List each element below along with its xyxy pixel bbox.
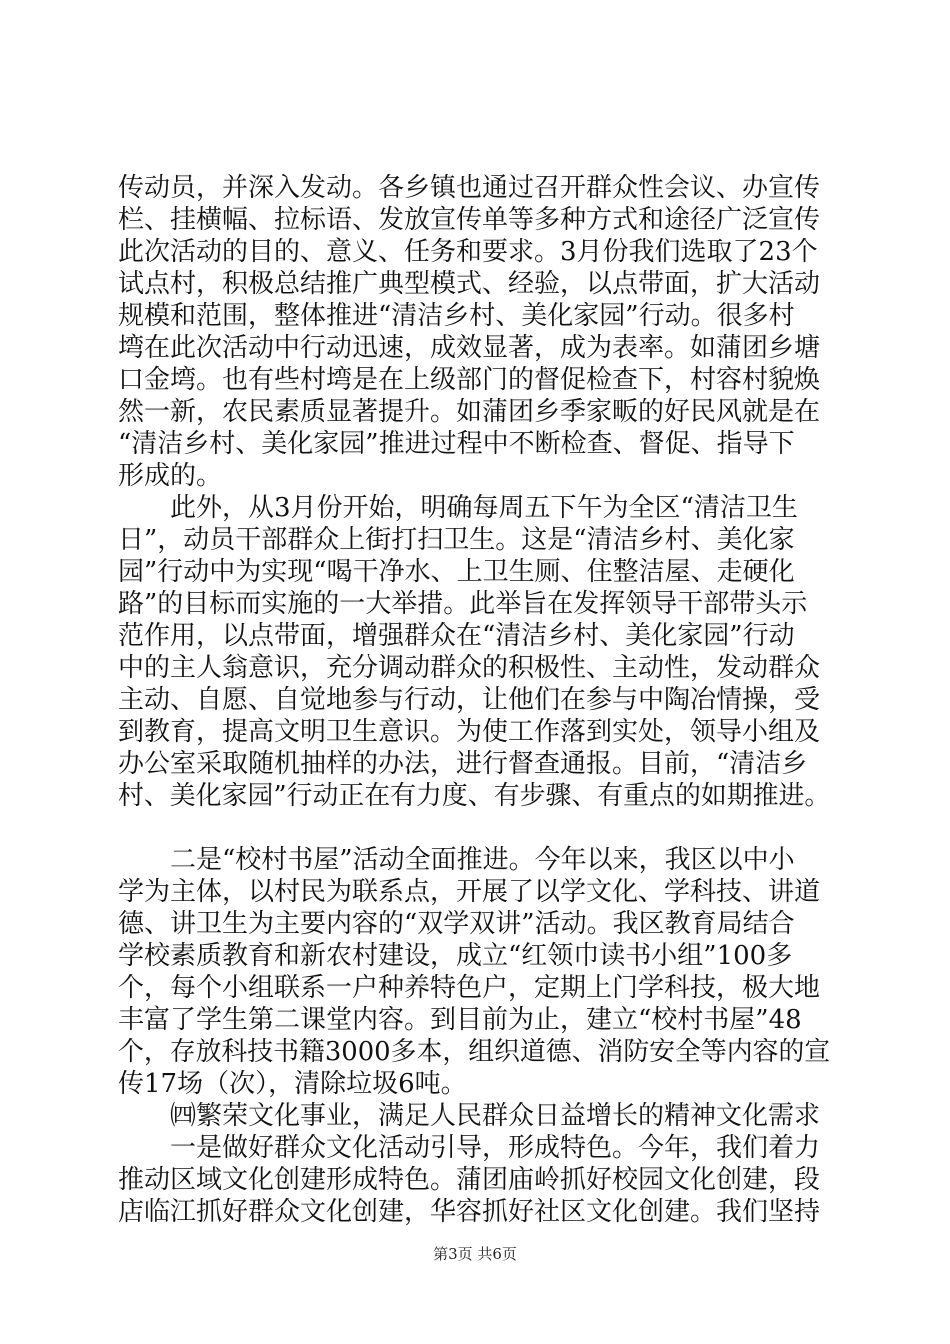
text-line: 日”，动员干部群众上街打扫卫生。这是“清洁乡村、美化家 <box>118 525 795 555</box>
page-number-footer: 第3页 共6页 <box>433 1245 517 1263</box>
text-line: 传17场（次），清除垃圾6吨。 <box>118 1069 467 1099</box>
text-line: “清洁乡村、美化家园”推进过程中不断检查、督促、指导下 <box>118 429 795 459</box>
section-heading: ㈣繁荣文化事业，满足人民群众日益增长的精神文化需求 <box>118 1101 821 1131</box>
text-line: 口金塆。也有些村塆是在上级部门的督促检查下，村容村貌焕 <box>118 365 821 395</box>
text-line: 规模和范围，整体推进“清洁乡村、美化家园”行动。很多村 <box>118 301 795 331</box>
text-line: 形成的。 <box>118 461 223 491</box>
text-line: 学为主体，以村民为联系点，开展了以学文化、学科技、讲道 <box>118 877 821 907</box>
text-line: 个，每个小组联系一户种养特色户，定期上门学科技，极大地 <box>118 973 821 1003</box>
text-line: 办公室采取随机抽样的办法，进行督查通报。目前，“清洁乡 <box>118 749 808 779</box>
text-line: 村、美化家园”行动正在有力度、有步骤、有重点的如期推进。 <box>118 781 831 811</box>
text-line: 丰富了学生第二课堂内容。到目前为止，建立“校村书屋”48 <box>118 1005 802 1035</box>
text-line: 一是做好群众文化活动引导，形成特色。今年，我们着力 <box>118 1133 821 1163</box>
text-line: 二是“校村书屋”活动全面推进。今年以来，我区以中小 <box>118 845 795 875</box>
text-line: 范作用，以点带面，增强群众在“清洁乡村、美化家园”行动 <box>118 621 795 651</box>
text-line: 推动区域文化创建形成特色。蒲团庙岭抓好校园文化创建，段 <box>118 1165 821 1195</box>
text-line: 试点村，积极总结推广典型模式、经验，以点带面，扩大活动 <box>118 269 821 299</box>
text-line: 主动、自愿、自觉地参与行动，让他们在参与中陶冶情操，受 <box>118 685 821 715</box>
text-line: 塆在此次活动中行动迅速，成效显著，成为表率。如蒲团乡塘 <box>118 333 821 363</box>
text-line: 德、讲卫生为主要内容的“双学双讲”活动。我区教育局结合 <box>118 909 795 939</box>
text-line: 路”的目标而实施的一大举措。此举旨在发挥领导干部带头示 <box>118 589 808 619</box>
text-line: 中的主人翁意识，充分调动群众的积极性、主动性，发动群众 <box>118 653 821 683</box>
text-line: 此次活动的目的、意义、任务和要求。3月份我们选取了23个 <box>118 237 818 267</box>
text-line: 然一新，农民素质显著提升。如蒲团乡季家畈的好民风就是在 <box>118 397 821 427</box>
text-line: 店临江抓好群众文化创建，华容抓好社区文化创建。我们坚持 <box>118 1197 821 1227</box>
text-line: 个，存放科技书籍3000多本，组织道德、消防安全等内容的宣 <box>118 1037 831 1067</box>
text-line: 传动员，并深入发动。各乡镇也通过召开群众性会议、办宣传 <box>118 173 821 203</box>
text-line: 学校素质教育和新农村建设，成立“红领巾读书小组”100多 <box>118 941 793 971</box>
text-line: 栏、挂横幅、拉标语、发放宣传单等多种方式和途径广泛宣传 <box>118 205 821 235</box>
text-line: 到教育，提高文明卫生意识。为使工作落到实处，领导小组及 <box>118 717 821 747</box>
paragraph-gap <box>118 812 830 844</box>
text-line: 此外，从3月份开始，明确每周五下午为全区“清洁卫生 <box>118 493 798 523</box>
body-text <box>118 172 830 1228</box>
text-line: 园”行动中为实现“喝干净水、上卫生厕、住整洁屋、走硬化 <box>118 557 795 587</box>
